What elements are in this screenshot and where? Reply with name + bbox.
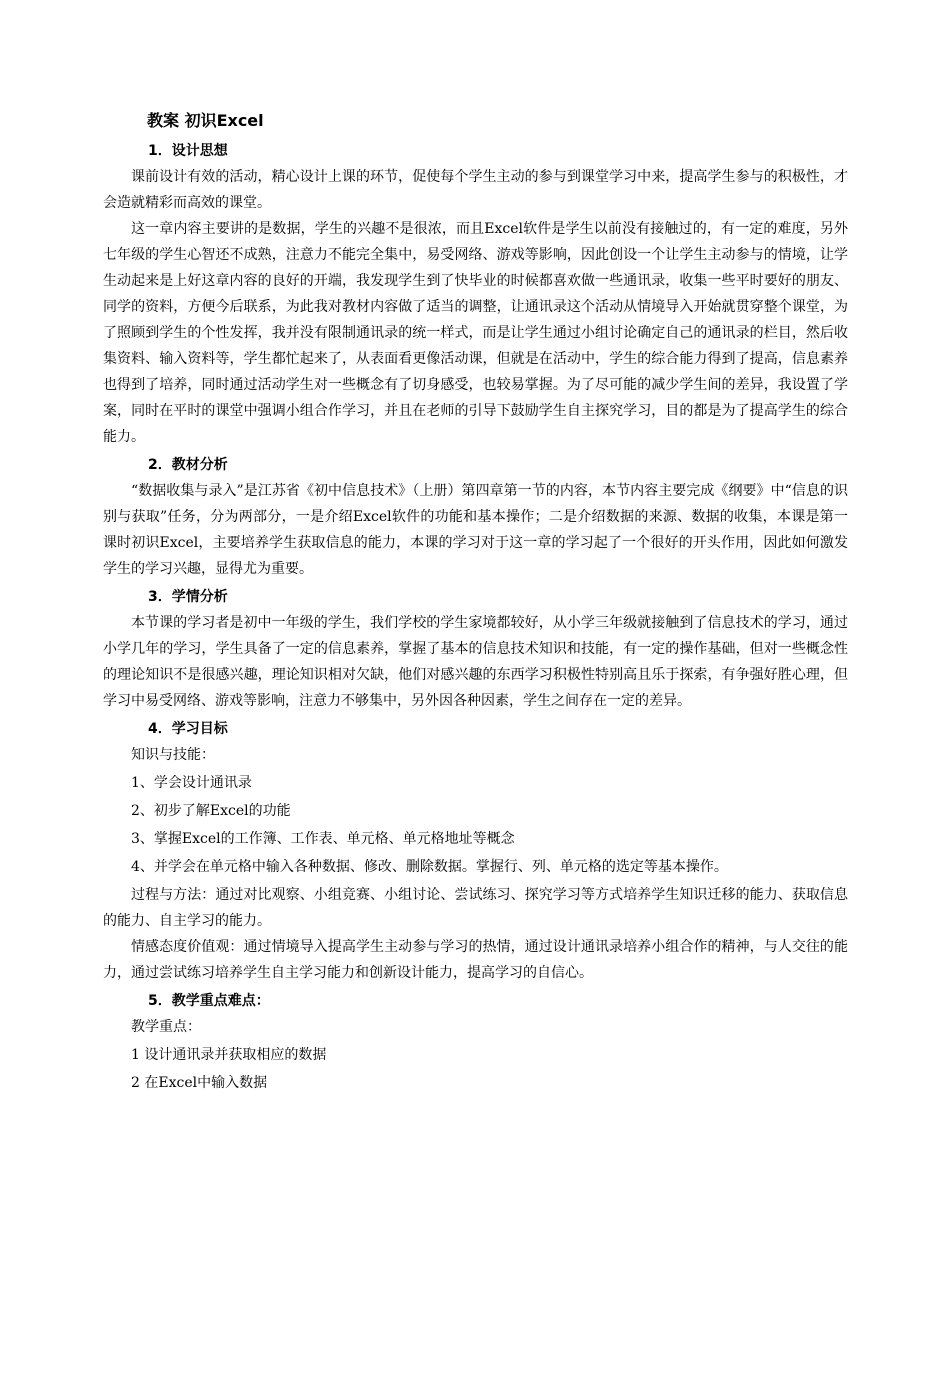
section-heading-key-points: 5．教学重点难点： [148,993,270,1009]
document-body [103,108,848,1098]
section-heading-design: 1．设计思想 [148,143,228,159]
list-item: 4、并学会在单元格中输入各种数据、修改、删除数据。掌握行、列、单元格的选定等基本操作。 [131,859,728,875]
section-heading-learners: 3．学情分析 [148,589,228,605]
document-title: 教案 初识Excel [147,111,264,130]
list-item: 1 设计通讯录并获取相应的数据 [131,1047,327,1063]
paragraph: 本节课的学习者是初中一年级的学生，我们学校的学生家境都较好，从小学三年级就接触到了信息技术的学习，通过小学几年的学习，学生具备了一定的信息素养，掌握了基本的信息技术知识和技能，有一定的操作基础，但对一些概念性的理论知识不是很感兴趣，理论知识相对欠缺，他们对感兴趣的东西学习积极性特别高且乐于探索，有争强好胜心理，但学习中易受网络、游戏等影响，注意力不够集中，另外因各种因素，学生之间存在一定的差异。 [103,615,848,709]
section-heading-textbook: 2．教材分析 [148,457,228,473]
paragraph: 课前设计有效的活动，精心设计上课的环节，促使每个学生主动的参与到课堂学习中来，提高学生参与的积极性，才会造就精彩而高效的课堂。 [103,169,848,211]
list-item: 3、掌握Excel的工作簿、工作表、单元格、单元格地址等概念 [131,831,515,847]
goals-label: 知识与技能： [131,747,215,763]
list-item: 2 在Excel中输入数据 [131,1075,268,1091]
paragraph: 情感态度价值观：通过情境导入提高学生主动参与学习的热情，通过设计通讯录培养小组合作的精神，与人交往的能力，通过尝试练习培养学生自主学习能力和创新设计能力，提高学习的自信心。 [103,939,848,981]
focus-label: 教学重点： [131,1019,201,1035]
paragraph: “数据收集与录入”是江苏省《初中信息技术》（上册）第四章第一节的内容，本节内容主要完成《纲要》中“信息的识别与获取”任务，分为两部分，一是介绍Excel软件的功能和基本操作；二是介绍数据的来源、数据的收集，本课是第一课时初识Excel，主要培养学生获取信息的能力，本课的学习对于这一章的学习起了一个很好的开头作用，因此如何激发学生的学习兴趣，显得尤为重要。 [103,483,848,577]
section-heading-goals: 4．学习目标 [148,721,228,737]
paragraph: 这一章内容主要讲的是数据，学生的兴趣不是很浓，而且Excel软件是学生以前没有接触过的，有一定的难度，另外七年级的学生心智还不成熟，注意力不能完全集中，易受网络、游戏等影响，因此创设一个让学生主动参与的情境，让学生动起来是上好这章内容的良好的开端，我发现学生到了快毕业的时候都喜欢做一些通讯录，收集一些平时要好的朋友、同学的资料，方便今后联系，为此我对教材内容做了适当的调整，让通讯录这个活动从情境导入开始就贯穿整个课堂，为了照顾到学生的个性发挥，我并没有限制通讯录的统一样式，而是让学生通过小组讨论确定自己的通讯录的栏目，然后收集资料、输入资料等，学生都忙起来了，从表面看更像活动课，但就是在活动中，学生的综合能力得到了提高，信息素养也得到了培养，同时通过活动学生对一些概念有了切身感受，也较易掌握。为了尽可能的减少学生间的差异，我设置了学案，同时在平时的课堂中强调小组合作学习，并且在老师的引导下鼓励学生自主探究学习，目的都是为了提高学生的综合能力。 [103,221,848,445]
list-item: 1、学会设计通讯录 [131,775,252,791]
paragraph: 过程与方法：通过对比观察、小组竞赛、小组讨论、尝试练习、探究学习等方式培养学生知识迁移的能力、获取信息的能力、自主学习的能力。 [103,887,848,929]
list-item: 2、初步了解Excel的功能 [131,803,291,819]
